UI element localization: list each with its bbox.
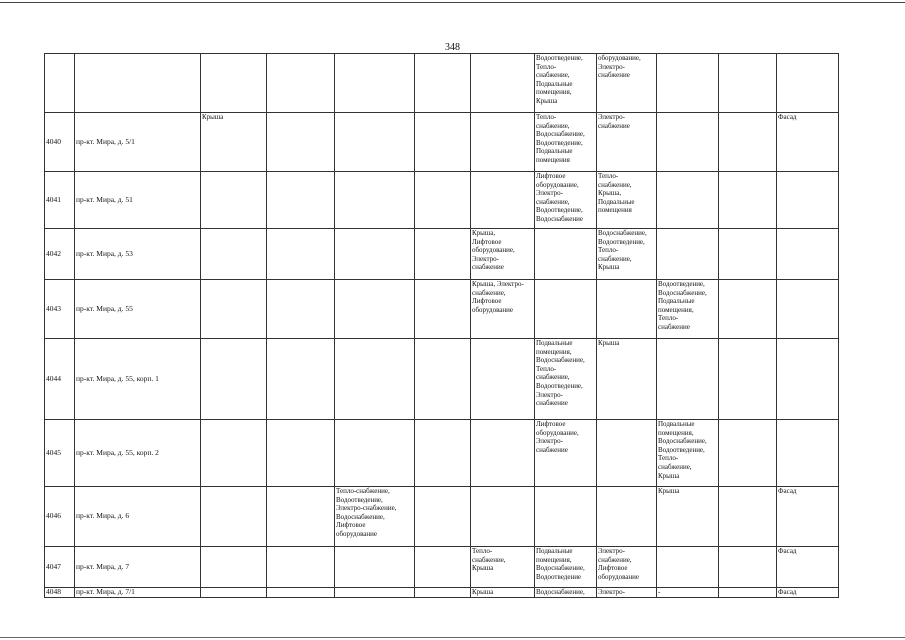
- table-row: [45, 113, 839, 172]
- work-cell: [201, 339, 267, 420]
- cell-text: Водоотведение, Тепло- снабжение, Подвальные помещения, Крыша: [536, 54, 583, 105]
- work-cell: [777, 229, 839, 280]
- table-row: [45, 172, 839, 229]
- cell-text: 4047: [46, 561, 61, 571]
- row-number-cell: [45, 588, 75, 598]
- table-row: [45, 280, 839, 339]
- work-cell: [415, 588, 471, 598]
- work-cell: [719, 54, 777, 113]
- work-cell: [415, 113, 471, 172]
- work-cell: [719, 588, 777, 598]
- work-cell: [201, 172, 267, 229]
- cell-text: -: [658, 588, 661, 596]
- cell-text: Электро- снабжение, Лифтовое оборудование: [598, 547, 640, 581]
- work-cell: [719, 229, 777, 280]
- work-cell: [415, 547, 471, 588]
- bottom-rule: [0, 637, 905, 638]
- cell-text: Тепло- снабжение, Крыша, Подвальные помещения: [598, 172, 635, 215]
- work-cell: [657, 547, 719, 588]
- address-cell: [75, 420, 201, 487]
- cell-text: пр-кт. Мира, д. 5/1: [76, 136, 135, 146]
- cell-text: 4040: [46, 136, 61, 146]
- work-cell: [335, 588, 415, 598]
- work-cell: [415, 280, 471, 339]
- page-number: 348: [445, 42, 460, 53]
- work-cell: [267, 229, 335, 280]
- cell-text: 4046: [46, 511, 61, 521]
- work-cell: [777, 588, 839, 598]
- work-cell: [535, 420, 597, 487]
- address-cell: [75, 547, 201, 588]
- work-cell: [471, 339, 535, 420]
- work-cell: [471, 113, 535, 172]
- cell-text: Фасад: [778, 487, 797, 495]
- work-cell: [201, 113, 267, 172]
- work-cell: [657, 54, 719, 113]
- cell-text: Тепло-снабжение, Водоотведение, Электро-снабжение, Водоснабжение, Лифтовое оборудование: [336, 487, 397, 538]
- work-cell: [335, 280, 415, 339]
- cell-text: Крыша, Лифтовое оборудование, Электро- снабжение: [472, 229, 515, 272]
- work-cell: [201, 54, 267, 113]
- work-cell: [597, 487, 657, 547]
- cell-text: Электро-: [598, 588, 625, 596]
- cell-text: пр-кт. Мира, д. 7: [76, 561, 130, 571]
- work-cell: [267, 487, 335, 547]
- cell-text: Тепло- снабжение, Крыша: [472, 547, 506, 573]
- cell-text: 4048: [46, 587, 61, 596]
- work-cell: [657, 420, 719, 487]
- work-cell: [777, 487, 839, 547]
- cell-text: Крыша: [472, 588, 494, 596]
- work-cell: [777, 420, 839, 487]
- work-cell: [535, 487, 597, 547]
- cell-text: Тепло- снабжение, Водоснабжение, Водоотведение, Подвальные помещения: [536, 113, 585, 164]
- cell-text: Крыша: [598, 339, 620, 347]
- work-cell: [415, 229, 471, 280]
- work-cell: [267, 420, 335, 487]
- address-cell: [75, 113, 201, 172]
- cell-text: Крыша: [658, 487, 680, 495]
- table-row: [45, 339, 839, 420]
- work-cell: [471, 280, 535, 339]
- work-cell: [777, 280, 839, 339]
- work-cell: [471, 229, 535, 280]
- schedule-table: [44, 53, 839, 598]
- cell-text: Водоснабжение, Водоотведение, Тепло- снабжение, Крыша: [598, 229, 647, 272]
- cell-text: Фасад: [778, 113, 797, 121]
- table-row: [45, 487, 839, 547]
- row-number-cell: [45, 280, 75, 339]
- work-cell: [535, 280, 597, 339]
- work-cell: [657, 588, 719, 598]
- cell-text: 4044: [46, 373, 61, 383]
- work-cell: [719, 487, 777, 547]
- work-cell: [657, 339, 719, 420]
- work-cell: [719, 280, 777, 339]
- work-cell: [535, 547, 597, 588]
- cell-text: 4043: [46, 303, 61, 313]
- work-cell: [535, 229, 597, 280]
- work-cell: [777, 54, 839, 113]
- work-cell: [597, 420, 657, 487]
- work-cell: [415, 54, 471, 113]
- work-cell: [657, 172, 719, 229]
- work-cell: [597, 113, 657, 172]
- work-cell: [415, 172, 471, 229]
- work-cell: [535, 54, 597, 113]
- cell-text: пр-кт. Мира, д. 55, корп. 1: [76, 373, 159, 383]
- cell-text: Крыша: [202, 113, 224, 121]
- cell-text: Крыша, Электро- снабжение, Лифтовое оборудование: [472, 280, 524, 314]
- work-cell: [657, 280, 719, 339]
- work-cell: [267, 588, 335, 598]
- work-cell: [719, 339, 777, 420]
- cell-text: Водоотведение, Водоснабжение, Подвальные помещения, Тепло- снабжение: [658, 280, 707, 331]
- work-cell: [777, 547, 839, 588]
- work-cell: [471, 420, 535, 487]
- cell-text: Электро- снабжение: [598, 113, 630, 130]
- table-row: [45, 229, 839, 280]
- address-cell: [75, 339, 201, 420]
- cell-text: 4042: [46, 248, 61, 258]
- work-cell: [657, 487, 719, 547]
- work-cell: [597, 172, 657, 229]
- cell-text: Лифтовое оборудование, Электро- снабжение: [536, 420, 579, 454]
- table-row: [45, 547, 839, 588]
- work-cell: [777, 172, 839, 229]
- work-cell: [335, 54, 415, 113]
- work-cell: [201, 588, 267, 598]
- cell-text: пр-кт. Мира, д. 55, корп. 2: [76, 447, 159, 457]
- row-number-cell: [45, 54, 75, 113]
- work-cell: [201, 547, 267, 588]
- address-cell: [75, 487, 201, 547]
- cell-text: пр-кт. Мира, д. 53: [76, 248, 133, 258]
- work-cell: [777, 113, 839, 172]
- cell-text: Подвальные помещения, Водоснабжение, Водоотведение, Тепло- снабжение, Крыша: [658, 420, 707, 480]
- row-number-cell: [45, 172, 75, 229]
- work-cell: [597, 280, 657, 339]
- row-number-cell: [45, 339, 75, 420]
- work-cell: [535, 588, 597, 598]
- work-cell: [535, 172, 597, 229]
- work-cell: [777, 339, 839, 420]
- work-cell: [201, 487, 267, 547]
- work-cell: [267, 547, 335, 588]
- address-cell: [75, 280, 201, 339]
- work-cell: [657, 113, 719, 172]
- work-cell: [535, 113, 597, 172]
- work-cell: [471, 547, 535, 588]
- cell-text: пр-кт. Мира, д. 7/1: [76, 587, 135, 596]
- work-cell: [597, 229, 657, 280]
- work-cell: [471, 54, 535, 113]
- work-cell: [267, 113, 335, 172]
- work-cell: [335, 113, 415, 172]
- work-cell: [719, 113, 777, 172]
- cell-text: Подвальные помещения, Водоснабжение, Водоотведение: [536, 547, 585, 581]
- work-cell: [267, 54, 335, 113]
- work-cell: [201, 229, 267, 280]
- cell-text: Подвальные помещения, Водоснабжение, Тепло- снабжение, Водоотведение, Электро- снабжение: [536, 339, 585, 408]
- table-row: [45, 588, 839, 598]
- address-cell: [75, 54, 201, 113]
- row-number-cell: [45, 229, 75, 280]
- work-cell: [535, 339, 597, 420]
- work-cell: [415, 487, 471, 547]
- work-cell: [335, 229, 415, 280]
- work-cell: [597, 339, 657, 420]
- work-cell: [201, 420, 267, 487]
- address-cell: [75, 588, 201, 598]
- work-cell: [597, 54, 657, 113]
- address-cell: [75, 172, 201, 229]
- row-number-cell: [45, 113, 75, 172]
- address-cell: [75, 229, 201, 280]
- work-cell: [471, 588, 535, 598]
- cell-text: Водоснабжение,: [536, 588, 585, 596]
- work-cell: [201, 280, 267, 339]
- cell-text: оборудование, Электро- снабжение: [598, 54, 641, 80]
- work-cell: [657, 229, 719, 280]
- work-cell: [415, 420, 471, 487]
- table-row: [45, 54, 839, 113]
- table-row: [45, 420, 839, 487]
- work-cell: [335, 420, 415, 487]
- cell-text: 4045: [46, 447, 61, 457]
- work-cell: [471, 487, 535, 547]
- work-cell: [267, 172, 335, 229]
- cell-text: 4041: [46, 194, 61, 204]
- work-cell: [597, 588, 657, 598]
- cell-text: Фасад: [778, 547, 797, 555]
- cell-text: пр-кт. Мира, д. 55: [76, 303, 133, 313]
- work-cell: [719, 172, 777, 229]
- cell-text: пр-кт. Мира, д. 6: [76, 511, 130, 521]
- work-cell: [719, 547, 777, 588]
- work-cell: [267, 339, 335, 420]
- work-cell: [719, 420, 777, 487]
- work-cell: [471, 172, 535, 229]
- row-number-cell: [45, 547, 75, 588]
- work-cell: [335, 339, 415, 420]
- work-cell: [597, 547, 657, 588]
- work-cell: [335, 172, 415, 229]
- work-cell: [335, 487, 415, 547]
- top-rule: [0, 2, 905, 3]
- cell-text: Лифтовое оборудование, Электро- снабжение, Водоотведение, Водоснабжение: [536, 172, 584, 223]
- cell-text: Фасад: [778, 588, 797, 596]
- row-number-cell: [45, 487, 75, 547]
- cell-text: пр-кт. Мира, д. 51: [76, 194, 133, 204]
- work-cell: [267, 280, 335, 339]
- work-cell: [335, 547, 415, 588]
- row-number-cell: [45, 420, 75, 487]
- work-cell: [415, 339, 471, 420]
